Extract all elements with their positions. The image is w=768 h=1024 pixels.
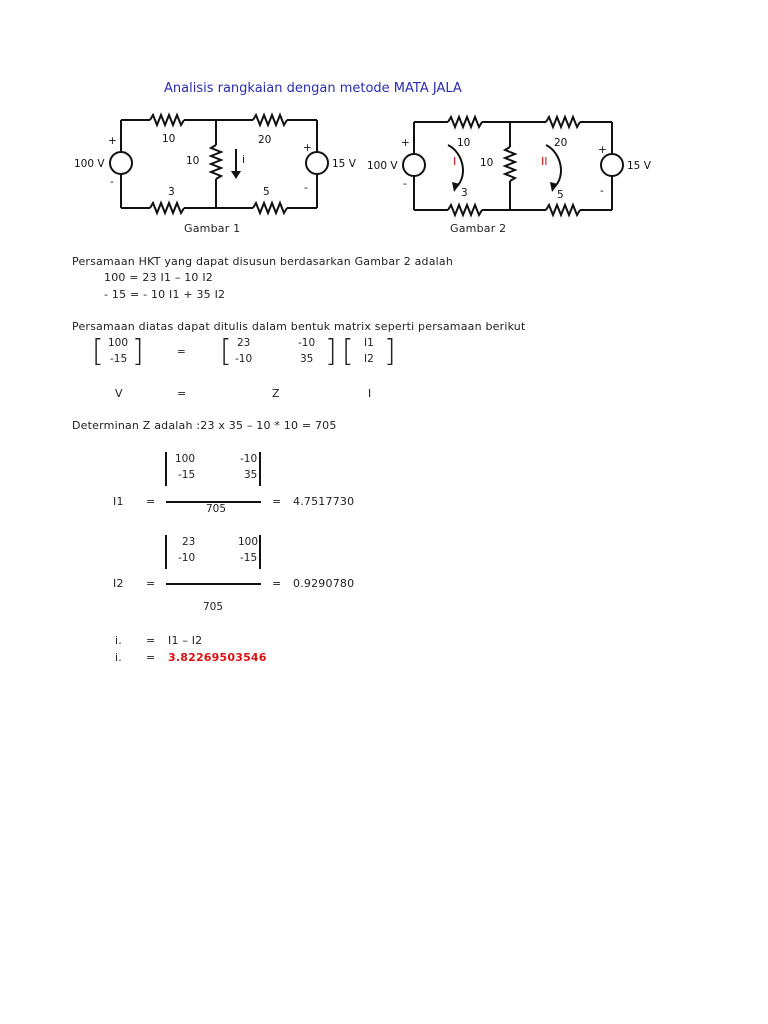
final-equals-2: = [146, 651, 156, 664]
fig1-r-bottom-left: 3 [168, 186, 175, 198]
i2-fraction-line [166, 583, 261, 585]
determinant-line: Determinan Z adalah :23 x 35 – 10 * 10 = 705 [72, 419, 337, 432]
i1-result: 4.7517730 [293, 495, 355, 508]
i1-det-left-bar [165, 452, 167, 486]
fig2-plus-left: + [401, 137, 410, 149]
fig1-plus-left: + [108, 135, 117, 147]
fig2-r-middle: 10 [480, 157, 494, 169]
final-label-2: i. [115, 651, 122, 664]
matrix-i-row-2: I2 [364, 353, 374, 365]
fig2-r-top-right: 20 [554, 137, 568, 149]
i2-det-11: 23 [182, 536, 196, 548]
i2-det-12: 100 [238, 536, 259, 548]
matrix-z-22: 35 [300, 353, 314, 365]
matrix-v-row-2: -15 [110, 353, 128, 365]
i2-det-21: -10 [178, 552, 196, 564]
final-result: 3.82269503546 [168, 651, 267, 664]
i1-det-right-bar [259, 452, 261, 486]
i1-label: I1 [113, 495, 124, 508]
fig1-r-middle: 10 [186, 155, 200, 167]
fig1-plus-right: + [303, 142, 312, 154]
matrix-i-left-bracket: [ [342, 334, 354, 369]
fig1-caption: Gambar 1 [184, 222, 241, 235]
final-label-1: i. [115, 634, 122, 647]
label-z: Z [272, 387, 280, 400]
i2-det-left-bar [165, 535, 167, 569]
page-title: Analisis rangkaian dengan metode MATA JALA [164, 81, 462, 96]
fig2-source-right: 15 V [627, 160, 651, 172]
i2-equals-result: = [272, 577, 282, 590]
matrix-i-row-1: I1 [364, 337, 374, 349]
i1-det-21: -15 [178, 469, 196, 481]
matrix-z-left-bracket: [ [220, 334, 232, 369]
fig2-source-left: 100 V [367, 160, 398, 172]
i2-label: I2 [113, 577, 124, 590]
matrix-i-right-bracket: ] [384, 334, 396, 369]
matrix-v-left-bracket: [ [92, 334, 104, 369]
i1-equals-result: = [272, 495, 282, 508]
fig1-minus-left: - [110, 176, 114, 188]
final-expression: I1 – I2 [168, 634, 203, 647]
matrix-z-21: -10 [235, 353, 253, 365]
fig1-source-left: 100 V [74, 158, 105, 170]
i2-det-right-bar [259, 535, 261, 569]
label-i: I [368, 387, 372, 400]
i2-denominator: 705 [203, 601, 224, 613]
hkt-intro: Persamaan HKT yang dapat disusun berdasarkan Gambar 2 adalah [72, 255, 454, 268]
hkt-equation-2: - 15 = - 10 I1 + 35 I2 [104, 288, 226, 301]
fig2-plus-right: + [598, 144, 607, 156]
matrix-intro: Persamaan diatas dapat ditulis dalam bentuk matrix seperti persamaan berikut [72, 320, 526, 333]
i1-equals: = [146, 495, 156, 508]
matrix-z-11: 23 [237, 337, 251, 349]
matrix-v-right-bracket: ] [132, 334, 144, 369]
i1-det-22: 35 [244, 469, 258, 481]
fig1-minus-right: - [304, 182, 308, 194]
i2-equals: = [146, 577, 156, 590]
fig2-r-top-left: 10 [457, 137, 471, 149]
i1-det-11: 100 [175, 453, 196, 465]
i1-det-12: -10 [240, 453, 258, 465]
fig2-minus-left: - [403, 178, 407, 190]
label-equals: = [177, 387, 187, 400]
i2-result: 0.9290780 [293, 577, 355, 590]
matrix-z-right-bracket: ] [325, 334, 337, 369]
i2-det-22: -15 [240, 552, 258, 564]
circuit-figure-2 [360, 105, 660, 225]
fig2-r-bottom-right: 5 [557, 189, 564, 201]
fig2-mesh-2-label: II [541, 155, 548, 168]
fig1-source-right: 15 V [332, 158, 356, 170]
fig2-mesh-1-label: I [453, 155, 457, 168]
circuit-figure-1 [60, 105, 370, 225]
fig1-current-label: i [242, 154, 245, 166]
fig1-r-top-left: 10 [162, 133, 176, 145]
hkt-equation-1: 100 = 23 I1 – 10 I2 [104, 271, 213, 284]
i1-denominator: 705 [206, 503, 227, 515]
matrix-v-row-1: 100 [108, 337, 129, 349]
final-equals-1: = [146, 634, 156, 647]
label-v: V [115, 387, 123, 400]
fig2-minus-right: - [600, 185, 604, 197]
matrix-equals: = [177, 346, 186, 358]
fig1-r-top-right: 20 [258, 134, 272, 146]
fig2-caption: Gambar 2 [450, 222, 507, 235]
fig2-r-bottom-left: 3 [461, 187, 468, 199]
matrix-z-12: -10 [298, 337, 316, 349]
fig1-r-bottom-right: 5 [263, 186, 270, 198]
